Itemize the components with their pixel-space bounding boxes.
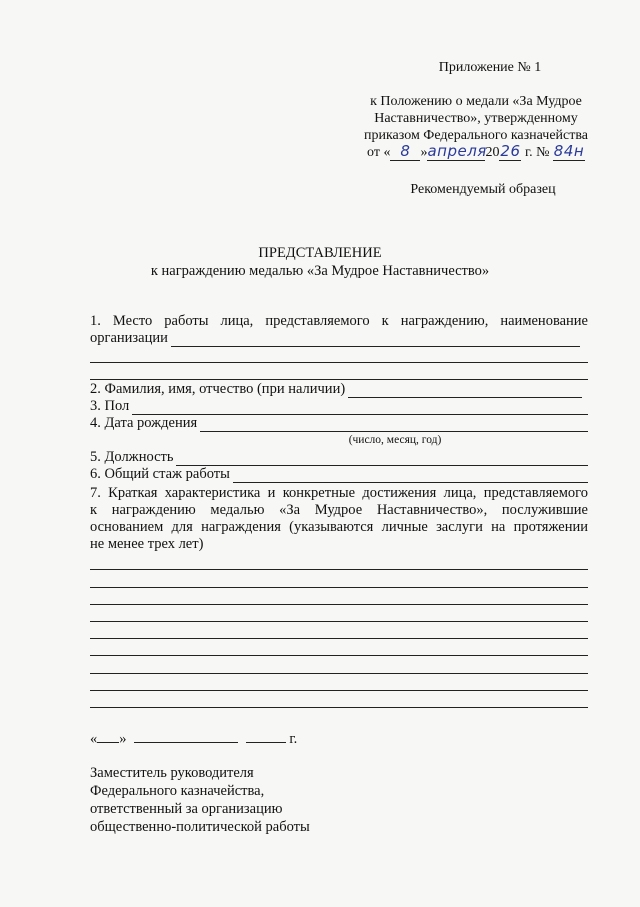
field-7-line-2[interactable] <box>90 587 588 588</box>
signing-date <box>90 731 297 748</box>
field-7-line-1[interactable] <box>90 569 588 570</box>
field-5-input-line[interactable] <box>176 452 588 466</box>
title-line-1: ПРЕДСТАВЛЕНИЕ <box>258 245 382 261</box>
title-line-2: к награждению медалью «За Мудрое Наставничество» <box>150 263 490 279</box>
order-number-field <box>553 144 585 161</box>
order-year-prefix: 20 <box>485 145 500 160</box>
order-date-prefix: от « <box>367 145 391 160</box>
field-3-input-line[interactable] <box>132 401 588 415</box>
order-month-handwritten: апреля <box>427 142 487 160</box>
field-4-row <box>90 415 588 432</box>
order-reference <box>330 93 622 161</box>
date-close-quote: » <box>119 731 127 747</box>
document-title <box>0 244 640 280</box>
field-7-line-3[interactable] <box>90 604 588 605</box>
field-3-row <box>90 398 588 415</box>
order-day-handwritten: 8 <box>400 142 411 160</box>
date-year-suffix: г. <box>289 731 298 747</box>
signatory-line-4: общественно-политической работы <box>90 819 310 835</box>
fields-2-6 <box>90 381 588 432</box>
field-4-hint <box>0 434 640 446</box>
field-4-label: 4. Дата рождения <box>90 415 198 431</box>
field-1-extra-line-2[interactable] <box>90 379 588 380</box>
order-ref-line-1: к Положению о медали «За Мудрое <box>370 94 582 109</box>
sample-text: Рекомендуемый образец <box>410 182 556 197</box>
date-open-quote: « <box>90 731 98 747</box>
field-5-row <box>90 449 588 466</box>
field-7-line-4[interactable] <box>90 621 588 622</box>
order-ref-line-3: приказом Федерального казначейства <box>363 128 589 143</box>
order-year-handwritten: 26 <box>500 142 521 160</box>
field-7-label-line-2: к награждению медалью «За Мудрое Наставничество», послужившие <box>90 502 588 518</box>
field-7-line-9[interactable] <box>90 707 588 708</box>
field-1-extra-line-1[interactable] <box>90 362 588 363</box>
field-7-label-line-1: 7. Краткая характеристика и конкретные достижения лица, представляемого <box>90 485 588 501</box>
order-month-field <box>427 144 485 161</box>
appendix-text: Приложение № 1 <box>438 60 542 75</box>
field-3-label: 3. Пол <box>90 398 130 414</box>
sample-label <box>398 181 568 198</box>
date-day-field[interactable] <box>97 742 119 743</box>
field-6-row <box>90 466 588 483</box>
order-year-field <box>499 144 521 161</box>
fields-5-6 <box>90 449 588 483</box>
field-6-input-line[interactable] <box>233 469 588 483</box>
date-month-field[interactable] <box>134 742 238 743</box>
order-ref-line-2: Наставничество», утвержденному <box>374 111 578 126</box>
field-6-label: 6. Общий стаж работы <box>90 466 230 482</box>
signatory-line-2: Федерального казначейства, <box>90 783 265 799</box>
field-7-label-line-4: не менее трех лет) <box>90 536 204 552</box>
signatory-line-1: Заместитель руководителя <box>90 765 254 781</box>
field-1-workplace <box>90 313 588 347</box>
field-2-input-line[interactable] <box>348 384 582 398</box>
field-1-label-line-1: 1. Место работы лица, представляемого к награждению, наименование <box>90 313 588 329</box>
order-date-mid: » <box>420 145 428 160</box>
field-7-line-7[interactable] <box>90 673 588 674</box>
signatory-block <box>90 764 310 836</box>
appendix-label <box>415 59 565 76</box>
field-4-input-line[interactable] <box>200 418 588 432</box>
field-4-hint-text: (число, месяц, год) <box>348 434 442 446</box>
order-number-prefix: г. № <box>524 145 550 160</box>
field-2-row <box>90 381 582 398</box>
field-1-label-line-2-row <box>90 330 580 347</box>
field-5-label: 5. Должность <box>90 449 174 465</box>
field-7-characteristics <box>90 485 588 553</box>
field-7-line-6[interactable] <box>90 655 588 656</box>
order-day-field <box>390 144 420 161</box>
field-1-label-line-2: организации <box>90 330 168 346</box>
field-1-input-line[interactable] <box>171 333 580 347</box>
signatory-line-3: ответственный за организацию <box>90 801 283 817</box>
date-year-field[interactable] <box>246 742 286 743</box>
order-date-number <box>330 144 622 161</box>
order-number-handwritten: 84н <box>553 142 585 160</box>
field-2-label: 2. Фамилия, имя, отчество (при наличии) <box>90 381 346 397</box>
field-7-label-line-3: основанием для награждения (указываются личные заслуги на протяжении <box>90 519 588 535</box>
field-7-line-8[interactable] <box>90 690 588 691</box>
field-7-line-5[interactable] <box>90 638 588 639</box>
